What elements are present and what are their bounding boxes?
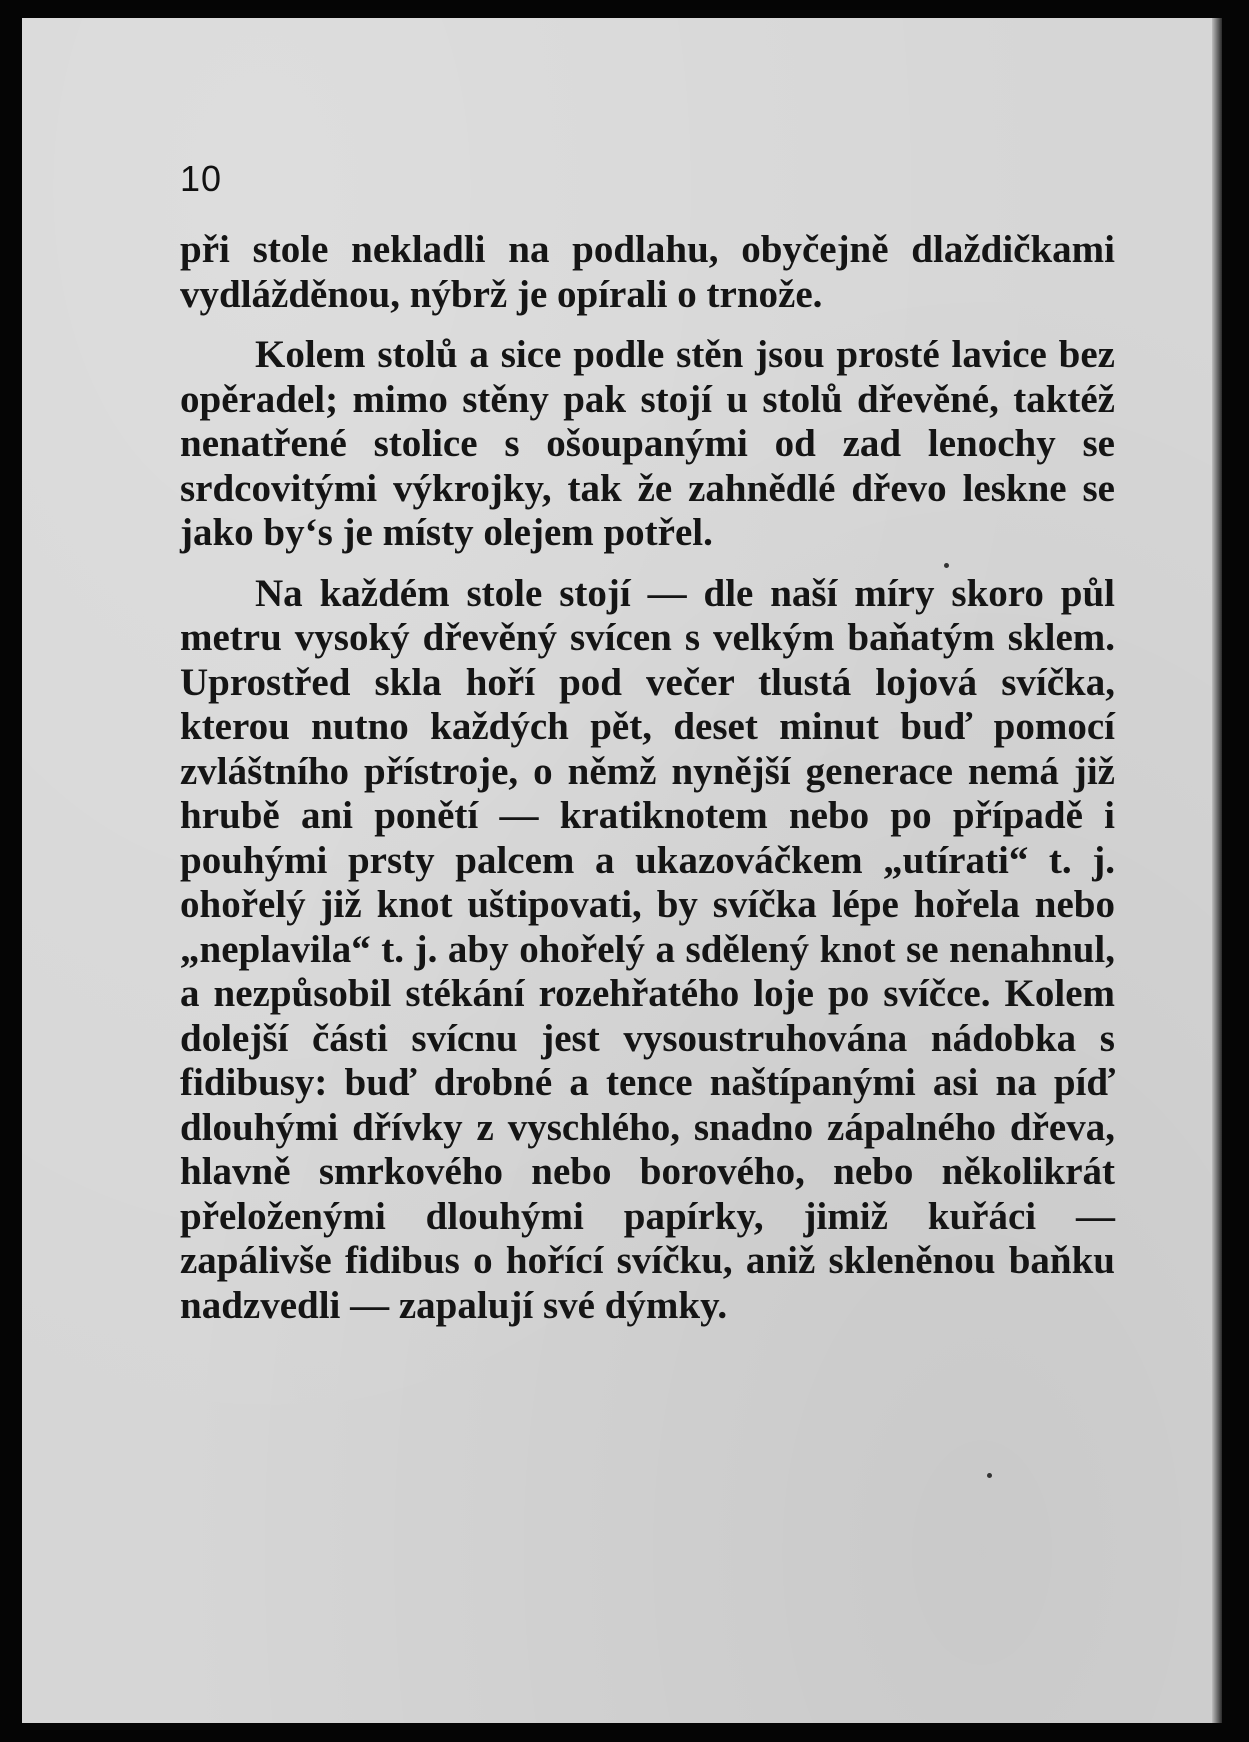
page-spine-shadow (1212, 18, 1222, 1723)
paragraph-2: Kolem stolů a sice podle stěn jsou prosté lavice bez opěradel; mimo stěny pak stojí u stolů dřevěné, taktéž nenatřené stolice s ošoupanými od zad lenochy se srdcovitými výkrojky, tak že zahnědlé dřevo leskne se jako by‘s je místy olejem potřel. (180, 333, 1115, 554)
paragraph-1: při stole nekladli na podlahu, obyčejně dlaždičkami vydlážděnou, nýbrž je opírali o trnože. (180, 228, 1115, 316)
book-page (22, 18, 1222, 1723)
ink-speck (987, 1473, 992, 1478)
ink-speck (944, 563, 949, 568)
page-number: 10 (180, 158, 223, 199)
page-body-text (180, 228, 1115, 1328)
paragraph-3: Na každém stole stojí — dle naší míry skoro půl metru vysoký dřevěný svícen s velkým baňatým sklem. Uprostřed skla hoří pod večer tlustá lojová svíčka, kterou nutno každých pět, deset minut buď pomocí zvláštního přístroje, o němž nynější generace nemá již hrubě ani ponětí — kratiknotem nebo po případě i pouhými prsty palcem a ukazováčkem „utírati“ t. j. ohořelý již knot uštipovati, by svíčka lépe hořela nebo „neplavila“ t. j. aby ohořelý a sdělený knot se nenahnul, a nezpůsobil stékání rozehřatého loje po svíčce. Kolem dolejší části svícnu jest vysoustruhovánа nádobka s fidibusy: buď drobné a tence naštípanými asi na píď dlouhými dřívky z vyschlého, snadno zápalného dřeva, hlavně smrkového nebo borového, nebo několikrát přeloženými dlouhými papírky, jimiž kuřáci — zapálivše fidibus o hořící svíčku, aniž skleněnou baňku nadzvedli — zapalují své dýmky. (180, 571, 1115, 1327)
